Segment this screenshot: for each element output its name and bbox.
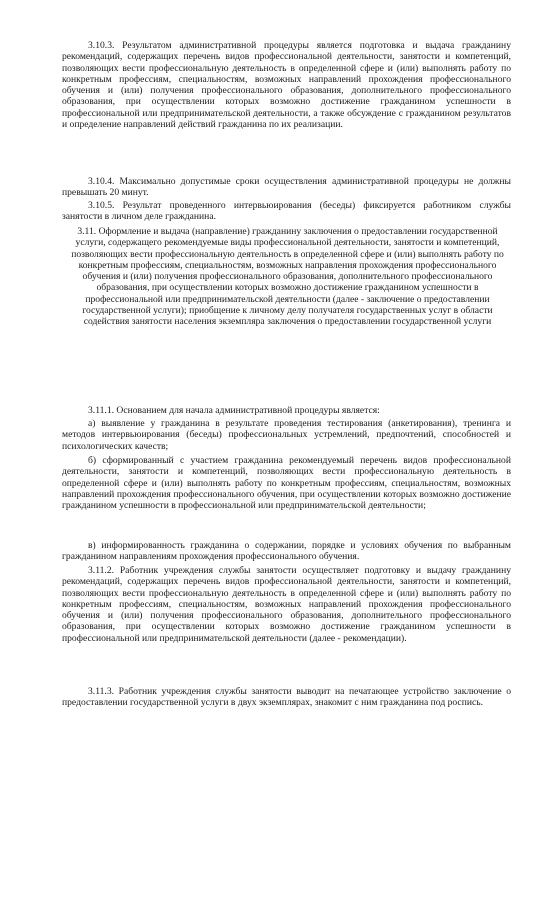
paragraph-3-11-3: 3.11.3. Работник учреждения службы занятости выводит на печатающее устройство заключение о предоставлении государственной услуги в двух экземплярах, знакомит с ним гражданина под роспись. — [62, 686, 511, 709]
paragraph-3-11-2: 3.11.2. Работник учреждения службы занятости осуществляет подготовку и выдачу гражданину рекомендаций, содержащих перечень видов профессиональной деятельности, занятости и компетенций, позволяющих вести профессиональную деятельность в определенной сфере и (или) выполнять работу по конкретным профессиям, специальностям, возможных направлений прохождения профессионального обучения и (или) получения профессионального образования, дополнительного профессионального образования, при осуществлении которых возможно достижение гражданином успешности в профессиональной или предпринимательской деятельности (далее - рекомендации). — [62, 565, 511, 644]
list-item-b: б) сформированный с участием гражданина рекомендуемый перечень видов профессиональной деятельности, занятости и компетенций, позволяющих вести профессиональную деятельность в определенной сфере и (или) выполнять работу по конкретным профессиям, специальностям, возможных направлений прохождения профессионального обучения, при осуществлении которых возможно достижение гражданином успешности в профессиональной или предпринимательской деятельности; — [62, 455, 511, 512]
paragraph-3-10-4: 3.10.4. Максимально допустимые сроки осуществления административной процедуры не должны превышать 20 минут. — [62, 176, 511, 199]
paragraph-3-10-3: 3.10.3. Результатом административной процедуры является подготовка и выдача гражданину рекомендаций, содержащих перечень видов профессиональной деятельности, занятости и компетенций, позволяющих вести профессиональную деятельность в определенной сфере и (или) выполнять работу по конкретным профессиям, специальностям, возможных направлений прохождения профессионального обучения и (или) получения профессионального образования, дополнительного профессионального образования, при осуществлении которых возможно достижение гражданином успешности в профессиональной или предпринимательской деятельности, а также обсуждение с гражданином результатов и определение направлений действий гражданина по их реализации. — [62, 40, 511, 131]
paragraph-3-10-5: 3.10.5. Результат проведенного интервьюирования (беседы) фиксируется работником службы занятости в личном деле гражданина. — [62, 200, 511, 223]
list-item-v: в) информированность гражданина о содержании, порядке и условиях обучения по выбранным гражданином направлениям прохождения профессионального обучения. — [62, 540, 511, 563]
list-item-a: а) выявление у гражданина в результате проведения тестирования (анкетирования), тренинга и методов интервьюирования (беседы) профессиональных устремлений, предпочтений, способностей и психологических качеств; — [62, 418, 511, 452]
section-heading-3-11: 3.11. Оформление и выдача (направление) гражданину заключения о предоставлении государственной услуги, содержащего рекомендуемые виды профессиональной деятельности, занятости и компетенций, позволяющих вести профессиональную деятельность в определенной сфере и (или) выполнять работу по конкретным профессиям, специальностям, возможных направления прохождения профессионального обучения и (или) получения профессионального образования, дополнительного профессионального образования, при осуществлении которых возможно достижение гражданином успешности в профессиональной или предпринимательской деятельности (далее - заключение о предоставлении государственной услуги); приобщение к личному делу получателя государственных услуг в области содействия занятости населения экземпляра заключения о предоставлении государственной услуги — [71, 226, 504, 328]
paragraph-3-11-1: 3.11.1. Основанием для начала административной процедуры является: — [88, 405, 380, 416]
